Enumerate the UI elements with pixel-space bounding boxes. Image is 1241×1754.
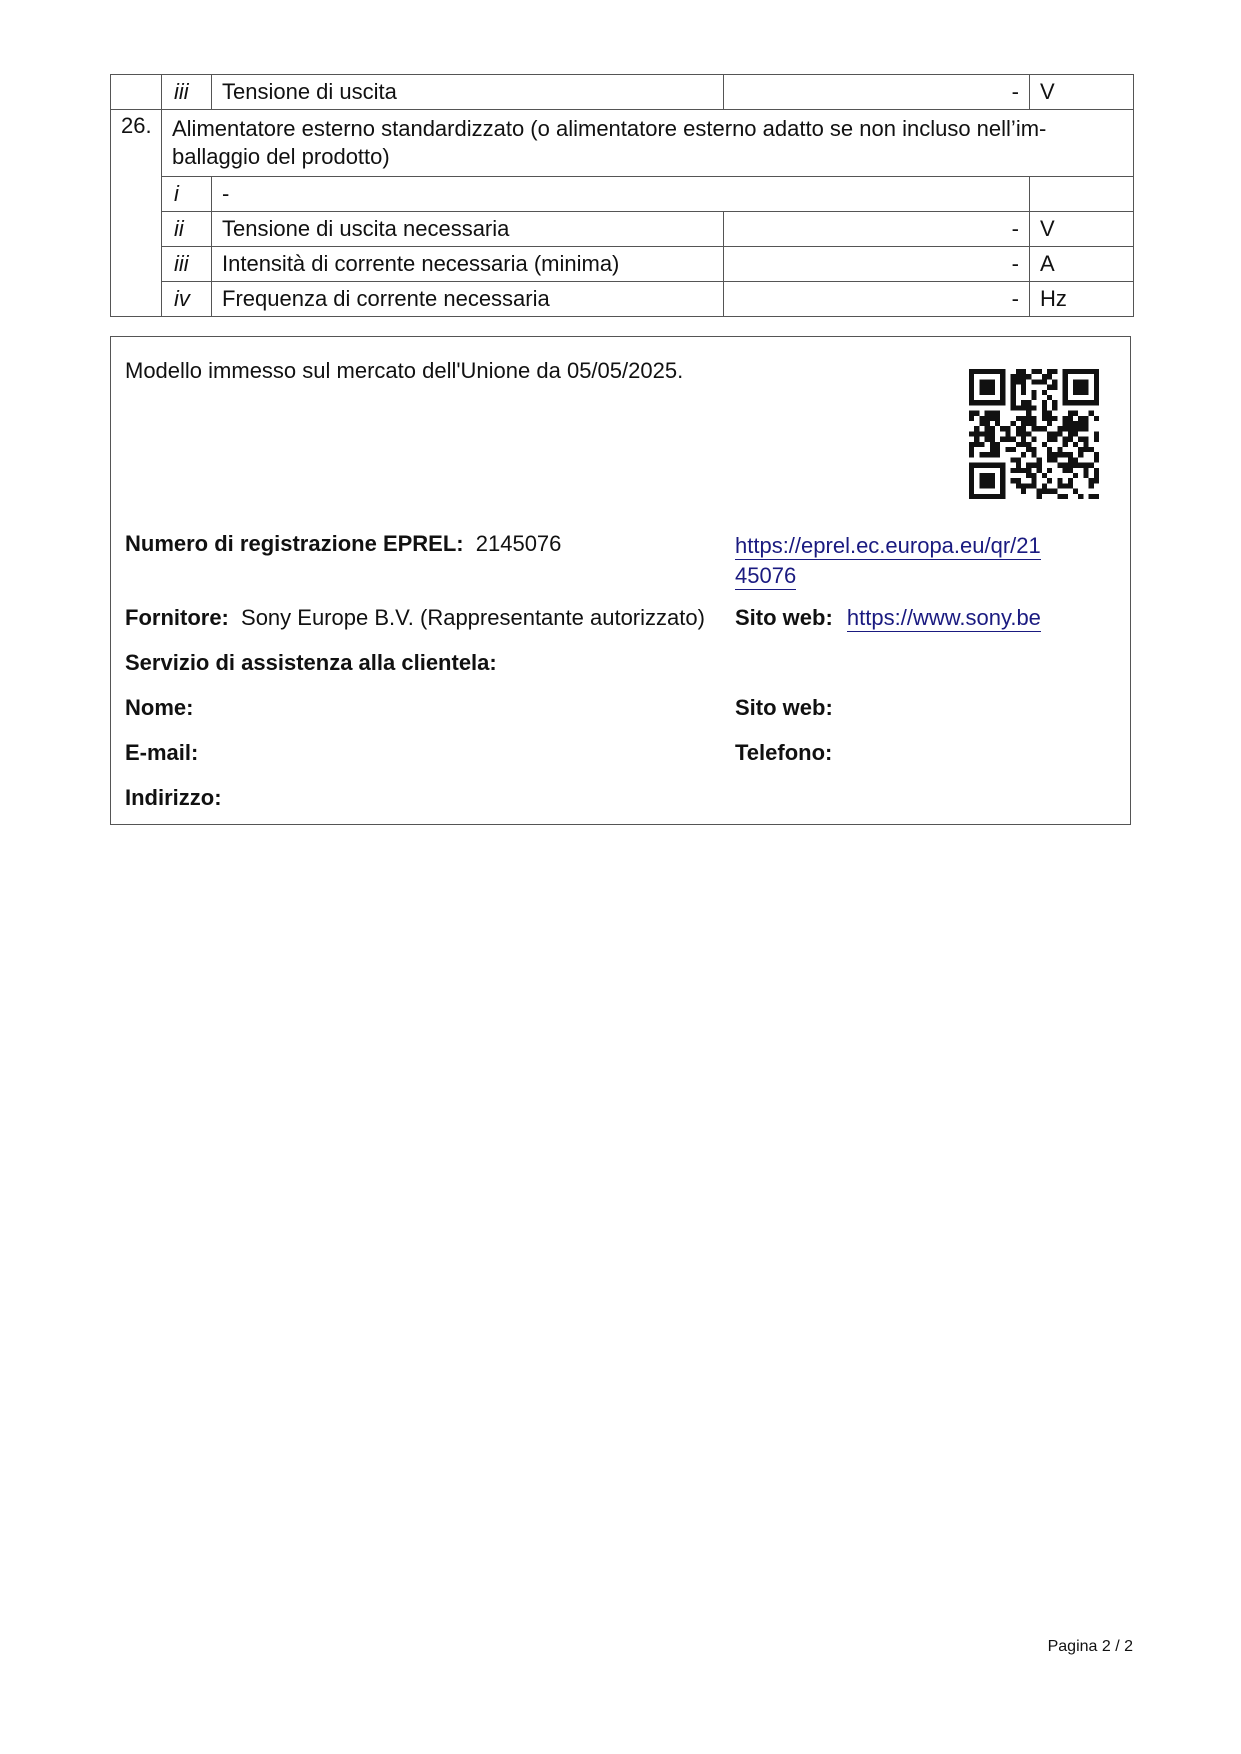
label-cell: Tensione di uscita xyxy=(212,75,724,110)
market-text: Modello immesso sul mercato dell'Unione da 05/05/2025. xyxy=(125,358,684,383)
email-label: E-mail: xyxy=(125,740,199,765)
table-row-26-title xyxy=(111,110,1134,177)
num-cell xyxy=(111,75,162,110)
table-row xyxy=(111,247,1134,282)
page-number: Pagina 2 / 2 xyxy=(1047,1638,1133,1655)
supplier-row xyxy=(125,605,705,631)
item-number: 26. xyxy=(111,110,162,317)
address-label: Indirizzo: xyxy=(125,785,222,810)
supplier-value: Sony Europe B.V. (Rappresentante autorizzato) xyxy=(241,605,705,630)
service-heading: Servizio di assistenza alla clientela: xyxy=(125,650,497,675)
roman-cell: iii xyxy=(162,247,212,282)
spec-table xyxy=(110,74,1134,317)
eprel-number: 2145076 xyxy=(475,531,562,556)
unit-cell: A xyxy=(1030,247,1134,282)
eprel-url-line2[interactable]: 45076 xyxy=(735,563,797,588)
label-cell: Intensità di corrente necessaria (minima) xyxy=(212,247,724,282)
roman-cell: ii xyxy=(162,212,212,247)
eprel-url[interactable] xyxy=(735,531,1041,591)
qr-code-icon[interactable] xyxy=(969,369,1099,499)
service-website-label: Sito web: xyxy=(735,695,833,720)
item-title-line2: ballaggio del prodotto) xyxy=(172,144,390,169)
eprel-url-line1[interactable]: https://eprel.ec.europa.eu/qr/21 xyxy=(735,533,1041,558)
value-cell: - xyxy=(724,212,1030,247)
label-cell: - xyxy=(212,177,1030,212)
value-cell: - xyxy=(724,75,1030,110)
value-cell: - xyxy=(724,247,1030,282)
unit-cell: V xyxy=(1030,212,1134,247)
roman-cell: i xyxy=(162,177,212,212)
label-cell: Tensione di uscita necessaria xyxy=(212,212,724,247)
eprel-row xyxy=(125,531,561,557)
table-row xyxy=(111,282,1134,317)
table-row xyxy=(111,212,1134,247)
phone-label: Telefono: xyxy=(735,740,833,765)
table-row xyxy=(111,177,1134,212)
supplier-label: Fornitore: xyxy=(125,605,229,630)
unit-cell: V xyxy=(1030,75,1134,110)
table-row-prev xyxy=(111,75,1134,110)
website-link[interactable]: https://www.sony.be xyxy=(846,605,1041,630)
website-label: Sito web: xyxy=(735,605,833,630)
eprel-label: Numero di registrazione EPREL: xyxy=(125,531,464,556)
unit-cell xyxy=(1030,177,1134,212)
item-title-line1: Alimentatore esterno standardizzato (o alimentatore esterno adatto se non incluso nell’im- xyxy=(172,116,1047,141)
roman-cell: iv xyxy=(162,282,212,317)
website-row xyxy=(735,605,1041,631)
name-label: Nome: xyxy=(125,695,194,720)
label-cell: Frequenza di corrente necessaria xyxy=(212,282,724,317)
value-cell: - xyxy=(724,282,1030,317)
info-box xyxy=(110,336,1131,825)
item-title xyxy=(162,110,1134,177)
roman-cell: iii xyxy=(162,75,212,110)
unit-cell: Hz xyxy=(1030,282,1134,317)
